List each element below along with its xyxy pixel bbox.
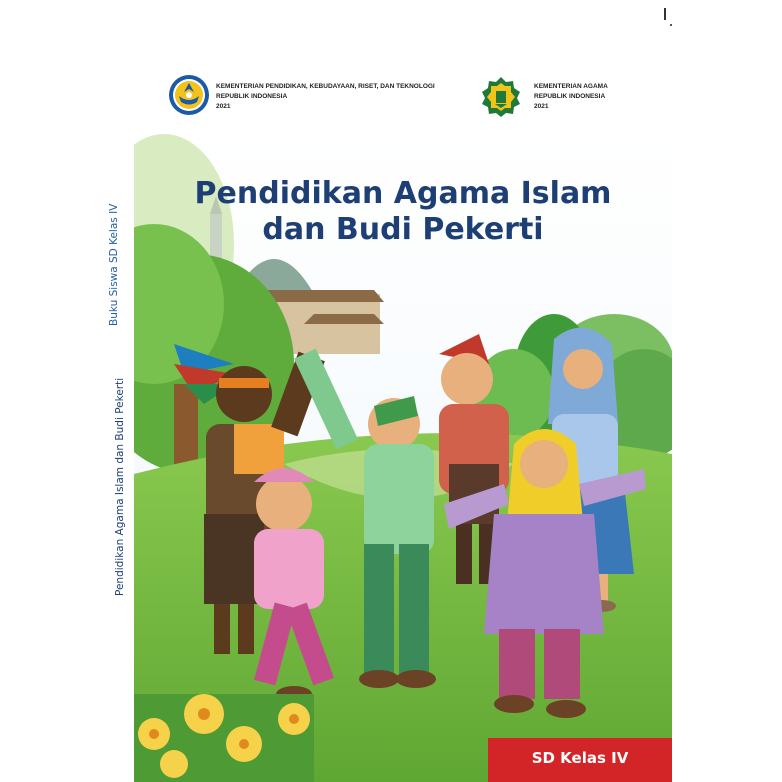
left-ministry-line3: 2021 (216, 103, 231, 110)
left-ministry-text (216, 82, 435, 112)
book-title-line2: dan Budi Pekerti (262, 212, 544, 247)
spine-top-text: Buku Siswa SD Kelas IV (108, 203, 120, 326)
left-ministry-line2: REPUBLIK INDONESIA (216, 93, 288, 100)
kemenag-logo-icon (480, 76, 522, 118)
right-ministry-line1: KEMENTERIAN AGAMA (534, 83, 608, 90)
crop-mark-dot (670, 24, 672, 26)
spine-main-text: Pendidikan Agama Islam dan Budi Pekerti (114, 377, 126, 596)
publisher-header (168, 74, 668, 124)
crop-mark (664, 8, 666, 20)
grade-badge: SD Kelas IV (488, 738, 672, 782)
right-ministry-line2: REPUBLIK INDONESIA (534, 93, 606, 100)
left-ministry-line1: KEMENTERIAN PENDIDIKAN, KEBUDAYAAN, RISET, DAN TEKNOLOGI (216, 83, 435, 90)
flowers-foreground (134, 694, 314, 782)
right-ministry-line3: 2021 (534, 103, 549, 110)
tut-wuri-handayani-logo-icon (168, 74, 210, 116)
book-title-line1: Pendidikan Agama Islam (194, 176, 612, 211)
right-ministry-text (534, 82, 608, 112)
cover-illustration-area (134, 134, 672, 782)
